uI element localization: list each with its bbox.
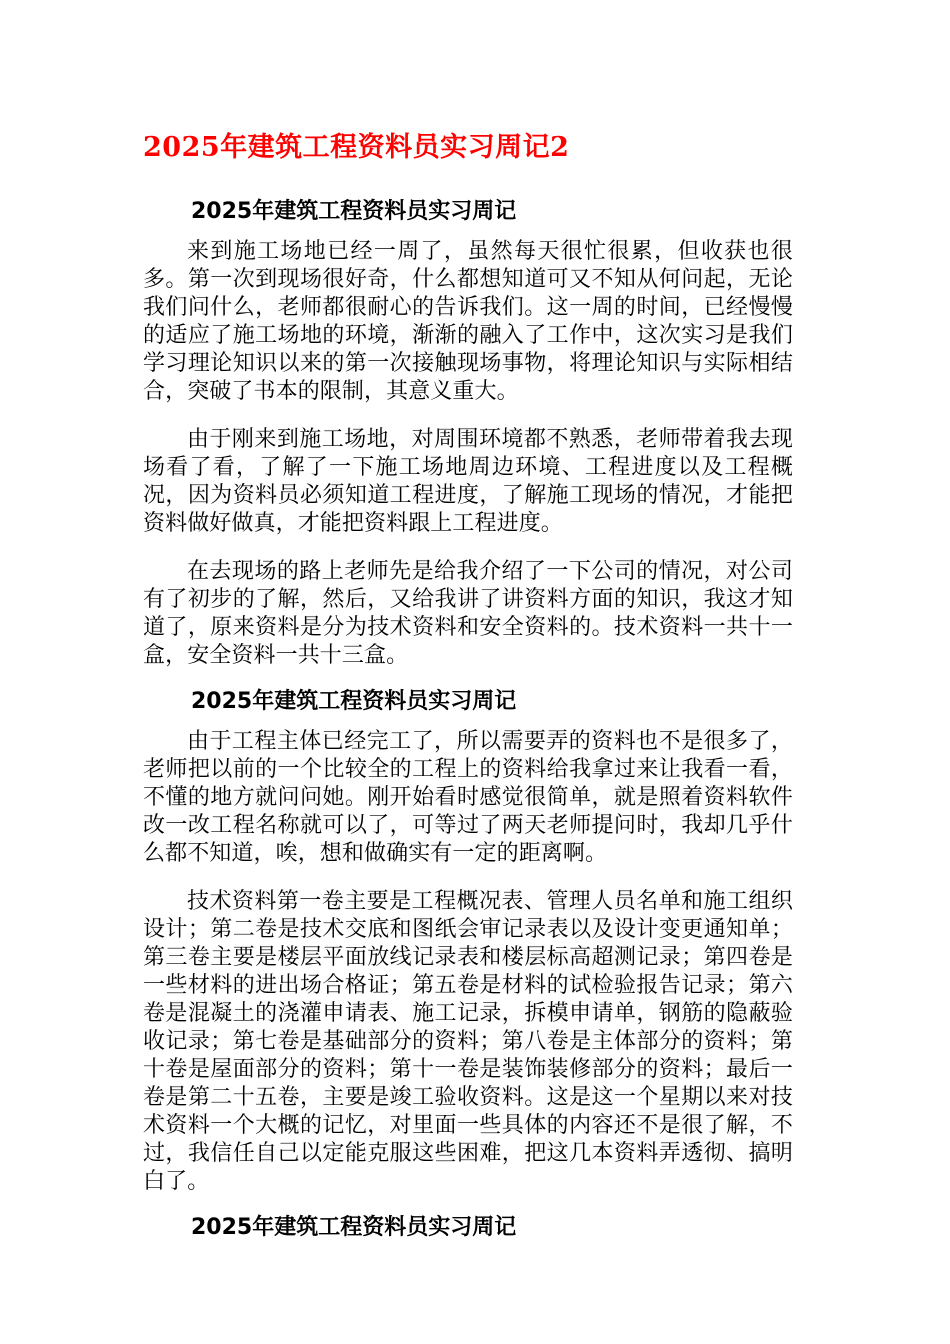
paragraph: 来到施工场地已经一周了，虽然每天很忙很累，但收获也很多。第一次到现场很好奇，什么都想知道可又不知从何问起，无论我们问什么，老师都很耐心的告诉我们。这一周的时间，已经慢慢的适应了施工场地的环境，渐渐的融入了工作中，这次实习是我们学习理论知识以来的第一次接触现场事物，将理论知识与实际相结合，突破了书本的限制，其意义重大。 — [143, 239, 793, 404]
section-heading: 2025年建筑工程资料员实习周记 — [191, 199, 517, 224]
document-title: 2025年建筑工程资料员实习周记2 — [143, 132, 570, 163]
paragraph: 由于刚来到施工场地，对周围环境都不熟悉，老师带着我去现场看了看，了解了一下施工场地周边环境、工程进度以及工程概况，因为资料员必须知道工程进度，了解施工现场的情况，才能把资料做好做真，才能把资料跟上工程进度。 — [143, 427, 793, 536]
section-1 — [143, 196, 793, 670]
section-heading: 2025年建筑工程资料员实习周记 — [191, 689, 517, 714]
paragraph: 在去现场的路上老师先是给我介绍了一下公司的情况，对公司有了初步的了解，然后，又给我讲了讲资料方面的知识，我这才知道了，原来资料是分为技术资料和安全资料的。技术资料一共十一盒，安全资料一共十三盒。 — [143, 559, 793, 668]
section-heading: 2025年建筑工程资料员实习周记 — [191, 1215, 517, 1240]
paragraph: 由于工程主体已经完工了，所以需要弄的资料也不是很多了，老师把以前的一个比较全的工程上的资料给我拿过来让我看一看，不懂的地方就问问她。刚开始看时感觉很简单，就是照着资料软件改一改工程名称就可以了，可等过了两天老师提问时，我却几乎什么都不知道，唉，想和做确实有一定的距离啊。 — [143, 729, 793, 866]
section-3 — [143, 1212, 793, 1244]
paragraph: 技术资料第一卷主要是工程概况表、管理人员名单和施工组织设计；第二卷是技术交底和图纸会审记录表以及设计变更通知单；第三卷主要是楼层平面放线记录表和楼层标高超测记录；第四卷是一些材料的进出场合格证；第五卷是材料的试检验报告记录；第六卷是混凝土的浇灌申请表、施工记录，拆模申请单，钢筋的隐蔽验收记录；第七卷是基础部分的资料；第八卷是主体部分的资料；第十卷是屋面部分的资料；第十一卷是装饰装修部分的资料；最后一卷是第二十五卷，主要是竣工验收资料。这是这一个星期以来对技术资料一个大概的记忆，对里面一些具体的内容还不是很了解，不过，我信任自己以定能克服这些困难，把这几本资料弄透彻、搞明白了。 — [143, 889, 793, 1194]
document-page — [143, 128, 793, 1254]
section-2 — [143, 686, 793, 1196]
